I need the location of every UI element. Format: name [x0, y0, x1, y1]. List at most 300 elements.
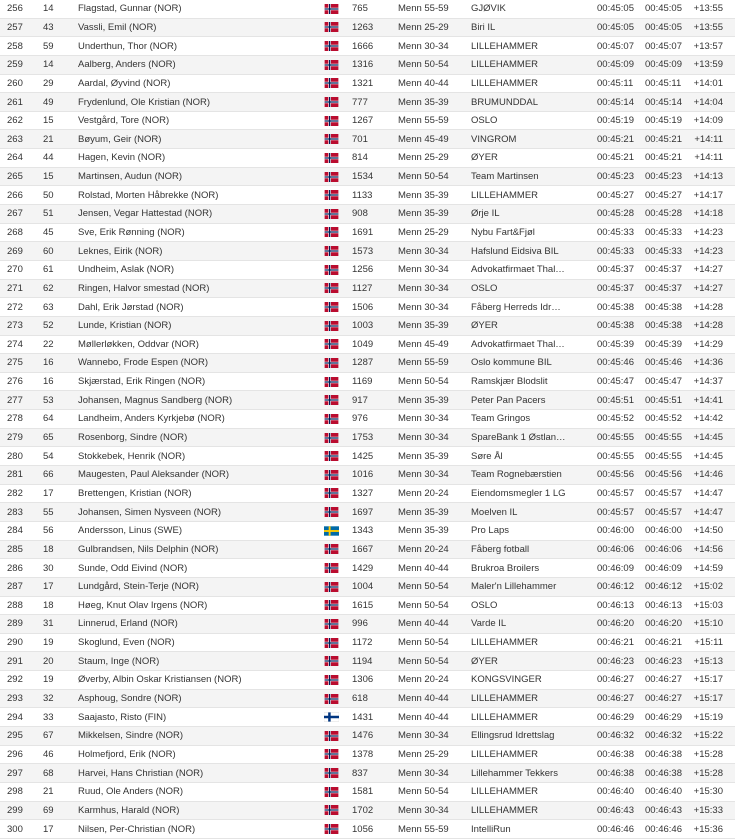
place-cell: 288	[0, 596, 37, 615]
class-place-cell: 14	[37, 55, 78, 74]
time-behind: +14:23	[693, 242, 735, 261]
net-time: 00:45:52	[645, 410, 693, 429]
club-name: LILLEHAMMER	[471, 782, 597, 801]
result-row	[0, 782, 735, 801]
result-row	[0, 615, 735, 634]
result-row	[0, 223, 735, 242]
age-class: Menn 25-29	[398, 745, 471, 764]
club-name: OSLO	[471, 111, 597, 130]
flag-icon-nor	[324, 265, 339, 275]
flag-cell	[322, 18, 352, 37]
athlete-name[interactable]: Skoglund, Even (NOR)	[78, 633, 322, 652]
class-place-cell: 33	[37, 708, 78, 727]
flag-icon-nor	[324, 172, 339, 182]
finish-time: 00:46:06	[597, 540, 645, 559]
club-name: Hafslund Eidsiva BIL	[471, 242, 597, 261]
athlete-name[interactable]: Vassli, Emil (NOR)	[78, 18, 322, 37]
club-name: Advokatfirmaet Thal…	[471, 260, 597, 279]
flag-icon-nor	[324, 600, 339, 610]
flag-cell	[322, 55, 352, 74]
club-name: Moelven IL	[471, 503, 597, 522]
result-row	[0, 260, 735, 279]
flag-icon-nor	[324, 824, 339, 834]
finish-time: 00:45:14	[597, 93, 645, 112]
time-behind: +15:36	[693, 820, 735, 839]
athlete-name[interactable]: Vestgård, Tore (NOR)	[78, 111, 322, 130]
net-time: 00:45:37	[645, 279, 693, 298]
age-class: Menn 30-34	[398, 242, 471, 261]
age-class: Menn 40-44	[398, 74, 471, 93]
result-row	[0, 55, 735, 74]
athlete-name[interactable]: Skjærstad, Erik Ringen (NOR)	[78, 372, 322, 391]
athlete-name[interactable]: Harvei, Hans Christian (NOR)	[78, 764, 322, 783]
club-name: Fåberg fotball	[471, 540, 597, 559]
athlete-name[interactable]: Landheim, Anders Kyrkjebø (NOR)	[78, 410, 322, 429]
bib-number: 1476	[352, 726, 398, 745]
finish-time: 00:45:23	[597, 167, 645, 186]
place-cell: 300	[0, 820, 37, 839]
athlete-name[interactable]: Johansen, Magnus Sandberg (NOR)	[78, 391, 322, 410]
athlete-name[interactable]: Rolstad, Morten Håbrekke (NOR)	[78, 186, 322, 205]
finish-time: 00:46:46	[597, 820, 645, 839]
place-cell: 257	[0, 18, 37, 37]
flag-icon-nor	[324, 190, 339, 200]
age-class: Menn 25-29	[398, 18, 471, 37]
flag-icon-nor	[324, 395, 339, 405]
bib-number: 1429	[352, 559, 398, 578]
flag-cell	[322, 279, 352, 298]
club-name: Team Rognebærstien	[471, 466, 597, 485]
bib-number: 777	[352, 93, 398, 112]
bib-number: 1016	[352, 466, 398, 485]
flag-icon-nor	[324, 433, 339, 443]
age-class: Menn 30-34	[398, 410, 471, 429]
club-name: LILLEHAMMER	[471, 37, 597, 56]
athlete-name[interactable]: Aalberg, Anders (NOR)	[78, 55, 322, 74]
time-behind: +15:30	[693, 782, 735, 801]
class-place-cell: 19	[37, 671, 78, 690]
class-place-cell: 15	[37, 111, 78, 130]
bib-number: 1573	[352, 242, 398, 261]
flag-icon-nor	[324, 619, 339, 629]
net-time: 00:46:38	[645, 745, 693, 764]
athlete-name[interactable]: Andersson, Linus (SWE)	[78, 521, 322, 540]
net-time: 00:45:28	[645, 205, 693, 224]
finish-time: 00:45:57	[597, 484, 645, 503]
club-name: Søre Ål	[471, 447, 597, 466]
age-class: Menn 35-39	[398, 186, 471, 205]
result-row	[0, 484, 735, 503]
net-time: 00:46:00	[645, 521, 693, 540]
class-place-cell: 49	[37, 93, 78, 112]
bib-number: 1169	[352, 372, 398, 391]
net-time: 00:46:32	[645, 726, 693, 745]
flag-icon-nor	[324, 116, 339, 126]
net-time: 00:46:13	[645, 596, 693, 615]
bib-number: 1004	[352, 577, 398, 596]
flag-cell	[322, 615, 352, 634]
bib-number: 996	[352, 615, 398, 634]
net-time: 00:45:56	[645, 466, 693, 485]
result-row	[0, 764, 735, 783]
place-cell: 283	[0, 503, 37, 522]
finish-time: 00:46:40	[597, 782, 645, 801]
result-row	[0, 298, 735, 317]
age-class: Menn 50-54	[398, 372, 471, 391]
result-row	[0, 93, 735, 112]
club-name: Eiendomsmegler 1 LG	[471, 484, 597, 503]
place-cell: 286	[0, 559, 37, 578]
flag-icon-nor	[324, 153, 339, 163]
athlete-name[interactable]: Sunde, Odd Eivind (NOR)	[78, 559, 322, 578]
net-time: 00:45:46	[645, 354, 693, 373]
class-place-cell: 21	[37, 130, 78, 149]
athlete-name[interactable]: Karmhus, Harald (NOR)	[78, 801, 322, 820]
net-time: 00:45:27	[645, 186, 693, 205]
bib-number: 1256	[352, 260, 398, 279]
class-place-cell: 52	[37, 316, 78, 335]
athlete-name[interactable]: Underthun, Thor (NOR)	[78, 37, 322, 56]
age-class: Menn 40-44	[398, 689, 471, 708]
flag-cell	[322, 820, 352, 839]
time-behind: +14:47	[693, 484, 735, 503]
age-class: Menn 55-59	[398, 0, 471, 18]
time-behind: +14:29	[693, 335, 735, 354]
time-behind: +14:18	[693, 205, 735, 224]
bib-number: 1506	[352, 298, 398, 317]
flag-cell	[322, 503, 352, 522]
net-time: 00:46:06	[645, 540, 693, 559]
age-class: Menn 35-39	[398, 521, 471, 540]
time-behind: +15:22	[693, 726, 735, 745]
athlete-name[interactable]: Sve, Erik Rønning (NOR)	[78, 223, 322, 242]
athlete-name[interactable]: Undheim, Aslak (NOR)	[78, 260, 322, 279]
athlete-name[interactable]: Flagstad, Gunnar (NOR)	[78, 0, 322, 18]
bib-number: 1691	[352, 223, 398, 242]
club-name: VINGROM	[471, 130, 597, 149]
age-class: Menn 35-39	[398, 503, 471, 522]
net-time: 00:45:21	[645, 130, 693, 149]
time-behind: +14:41	[693, 391, 735, 410]
age-class: Menn 45-49	[398, 335, 471, 354]
finish-time: 00:45:52	[597, 410, 645, 429]
net-time: 00:45:33	[645, 242, 693, 261]
club-name: Peter Pan Pacers	[471, 391, 597, 410]
bib-number: 765	[352, 0, 398, 18]
time-behind: +13:59	[693, 55, 735, 74]
class-place-cell: 15	[37, 167, 78, 186]
net-time: 00:45:38	[645, 298, 693, 317]
flag-cell	[322, 37, 352, 56]
athlete-name[interactable]: Rosenborg, Sindre (NOR)	[78, 428, 322, 447]
flag-icon-nor	[324, 805, 339, 815]
age-class: Menn 30-34	[398, 279, 471, 298]
bib-number: 1378	[352, 745, 398, 764]
flag-icon-nor	[324, 694, 339, 704]
flag-cell	[322, 540, 352, 559]
finish-time: 00:45:46	[597, 354, 645, 373]
flag-icon-nor	[324, 563, 339, 573]
place-cell: 263	[0, 130, 37, 149]
club-name: KONGSVINGER	[471, 671, 597, 690]
age-class: Menn 30-34	[398, 764, 471, 783]
place-cell: 299	[0, 801, 37, 820]
finish-time: 00:45:33	[597, 242, 645, 261]
athlete-name[interactable]: Asphoug, Sondre (NOR)	[78, 689, 322, 708]
result-row	[0, 335, 735, 354]
place-cell: 264	[0, 149, 37, 168]
time-behind: +14:47	[693, 503, 735, 522]
class-place-cell: 68	[37, 764, 78, 783]
athlete-name[interactable]: Frydenlund, Ole Kristian (NOR)	[78, 93, 322, 112]
time-behind: +15:28	[693, 764, 735, 783]
age-class: Menn 40-44	[398, 615, 471, 634]
athlete-name[interactable]: Aardal, Øyvind (NOR)	[78, 74, 322, 93]
club-name: BRUMUNDDAL	[471, 93, 597, 112]
bib-number: 1581	[352, 782, 398, 801]
net-time: 00:46:43	[645, 801, 693, 820]
finish-time: 00:45:56	[597, 466, 645, 485]
flag-icon-nor	[324, 78, 339, 88]
class-place-cell: 63	[37, 298, 78, 317]
flag-icon-nor	[324, 4, 339, 14]
flag-icon-nor	[324, 246, 339, 256]
athlete-name[interactable]: Ruud, Ole Anders (NOR)	[78, 782, 322, 801]
athlete-name[interactable]: Øverby, Albin Oskar Kristiansen (NOR)	[78, 671, 322, 690]
age-class: Menn 35-39	[398, 391, 471, 410]
net-time: 00:46:23	[645, 652, 693, 671]
class-place-cell: 53	[37, 391, 78, 410]
bib-number: 1615	[352, 596, 398, 615]
time-behind: +15:10	[693, 615, 735, 634]
result-row	[0, 391, 735, 410]
class-place-cell: 46	[37, 745, 78, 764]
age-class: Menn 35-39	[398, 93, 471, 112]
finish-time: 00:45:37	[597, 260, 645, 279]
bib-number: 1194	[352, 652, 398, 671]
finish-time: 00:46:29	[597, 708, 645, 727]
net-time: 00:45:09	[645, 55, 693, 74]
flag-icon-nor	[324, 507, 339, 517]
club-name: Lillehammer Tekkers	[471, 764, 597, 783]
flag-icon-nor	[324, 358, 339, 368]
place-cell: 298	[0, 782, 37, 801]
athlete-name[interactable]: Leknes, Eirik (NOR)	[78, 242, 322, 261]
class-place-cell: 62	[37, 279, 78, 298]
age-class: Menn 35-39	[398, 205, 471, 224]
net-time: 00:45:11	[645, 74, 693, 93]
class-place-cell: 45	[37, 223, 78, 242]
flag-cell	[322, 652, 352, 671]
bib-number: 1534	[352, 167, 398, 186]
athlete-name[interactable]: Høeg, Knut Olav Irgens (NOR)	[78, 596, 322, 615]
result-row	[0, 410, 735, 429]
club-name: Team Gringos	[471, 410, 597, 429]
bib-number: 1327	[352, 484, 398, 503]
net-time: 00:45:57	[645, 484, 693, 503]
net-time: 00:45:05	[645, 18, 693, 37]
flag-cell	[322, 242, 352, 261]
flag-icon-nor	[324, 414, 339, 424]
time-behind: +14:01	[693, 74, 735, 93]
net-time: 00:45:39	[645, 335, 693, 354]
club-name: LILLEHAMMER	[471, 55, 597, 74]
flag-icon-nor	[324, 787, 339, 797]
finish-time: 00:46:00	[597, 521, 645, 540]
athlete-name[interactable]: Gulbrandsen, Nils Delphin (NOR)	[78, 540, 322, 559]
club-name: LILLEHAMMER	[471, 633, 597, 652]
flag-cell	[322, 316, 352, 335]
finish-time: 00:46:20	[597, 615, 645, 634]
finish-time: 00:46:13	[597, 596, 645, 615]
flag-cell	[322, 0, 352, 18]
class-place-cell: 61	[37, 260, 78, 279]
class-place-cell: 54	[37, 447, 78, 466]
bib-number: 1049	[352, 335, 398, 354]
time-behind: +15:28	[693, 745, 735, 764]
net-time: 00:46:27	[645, 671, 693, 690]
athlete-name[interactable]: Hagen, Kevin (NOR)	[78, 149, 322, 168]
athlete-name[interactable]: Jensen, Vegar Hattestad (NOR)	[78, 205, 322, 224]
place-cell: 281	[0, 466, 37, 485]
net-time: 00:45:33	[645, 223, 693, 242]
finish-time: 00:46:38	[597, 764, 645, 783]
finish-time: 00:46:27	[597, 671, 645, 690]
flag-cell	[322, 93, 352, 112]
club-name: Pro Laps	[471, 521, 597, 540]
class-place-cell: 21	[37, 782, 78, 801]
bib-number: 1267	[352, 111, 398, 130]
club-name: LILLEHAMMER	[471, 708, 597, 727]
flag-cell	[322, 298, 352, 317]
result-row	[0, 447, 735, 466]
flag-cell	[322, 260, 352, 279]
flag-icon-fin	[324, 712, 339, 722]
bib-number: 1316	[352, 55, 398, 74]
class-place-cell: 56	[37, 521, 78, 540]
athlete-name[interactable]: Nilsen, Per-Christian (NOR)	[78, 820, 322, 839]
place-cell: 282	[0, 484, 37, 503]
flag-cell	[322, 74, 352, 93]
age-class: Menn 30-34	[398, 801, 471, 820]
athlete-name[interactable]: Bøyum, Geir (NOR)	[78, 130, 322, 149]
net-time: 00:46:09	[645, 559, 693, 578]
athlete-name[interactable]: Stokkebek, Henrik (NOR)	[78, 447, 322, 466]
athlete-name[interactable]: Linnerud, Erland (NOR)	[78, 615, 322, 634]
flag-cell	[322, 447, 352, 466]
result-row	[0, 521, 735, 540]
club-name: ØYER	[471, 652, 597, 671]
flag-cell	[322, 205, 352, 224]
flag-icon-nor	[324, 731, 339, 741]
athlete-name[interactable]: Holmefjord, Erik (NOR)	[78, 745, 322, 764]
finish-time: 00:45:11	[597, 74, 645, 93]
net-time: 00:46:27	[645, 689, 693, 708]
result-row	[0, 149, 735, 168]
class-place-cell: 51	[37, 205, 78, 224]
class-place-cell: 59	[37, 37, 78, 56]
result-row	[0, 745, 735, 764]
athlete-name[interactable]: Møllerløkken, Oddvar (NOR)	[78, 335, 322, 354]
place-cell: 267	[0, 205, 37, 224]
finish-time: 00:46:09	[597, 559, 645, 578]
result-row	[0, 689, 735, 708]
athlete-name[interactable]: Brettengen, Kristian (NOR)	[78, 484, 322, 503]
class-place-cell: 17	[37, 577, 78, 596]
age-class: Menn 30-34	[398, 298, 471, 317]
age-class: Menn 50-54	[398, 55, 471, 74]
class-place-cell: 50	[37, 186, 78, 205]
class-place-cell: 22	[37, 335, 78, 354]
result-row	[0, 279, 735, 298]
athlete-name[interactable]: Maugesten, Paul Aleksander (NOR)	[78, 466, 322, 485]
place-cell: 290	[0, 633, 37, 652]
club-name: IntelliRun	[471, 820, 597, 839]
age-class: Menn 50-54	[398, 782, 471, 801]
finish-time: 00:46:38	[597, 745, 645, 764]
class-place-cell: 20	[37, 652, 78, 671]
athlete-name[interactable]: Johansen, Simen Nysveen (NOR)	[78, 503, 322, 522]
finish-time: 00:45:37	[597, 279, 645, 298]
bib-number: 1056	[352, 820, 398, 839]
result-row	[0, 316, 735, 335]
athlete-name[interactable]: Martinsen, Audun (NOR)	[78, 167, 322, 186]
finish-time: 00:46:21	[597, 633, 645, 652]
flag-icon-nor	[324, 749, 339, 759]
time-behind: +14:23	[693, 223, 735, 242]
net-time: 00:46:29	[645, 708, 693, 727]
class-place-cell: 67	[37, 726, 78, 745]
time-behind: +14:37	[693, 372, 735, 391]
athlete-name[interactable]: Lunde, Kristian (NOR)	[78, 316, 322, 335]
place-cell: 262	[0, 111, 37, 130]
time-behind: +14:28	[693, 298, 735, 317]
bib-number: 1321	[352, 74, 398, 93]
age-class: Menn 45-49	[398, 130, 471, 149]
age-class: Menn 50-54	[398, 577, 471, 596]
place-cell: 269	[0, 242, 37, 261]
flag-icon-nor	[324, 97, 339, 107]
flag-icon-nor	[324, 675, 339, 685]
athlete-name[interactable]: Saajasto, Risto (FIN)	[78, 708, 322, 727]
net-time: 00:46:40	[645, 782, 693, 801]
place-cell: 259	[0, 55, 37, 74]
time-behind: +14:45	[693, 428, 735, 447]
flag-cell	[322, 130, 352, 149]
class-place-cell: 44	[37, 149, 78, 168]
athlete-name[interactable]: Dahl, Erik Jørstad (NOR)	[78, 298, 322, 317]
flag-cell	[322, 745, 352, 764]
result-row	[0, 577, 735, 596]
finish-time: 00:45:09	[597, 55, 645, 74]
athlete-name[interactable]: Ringen, Halvor smestad (NOR)	[78, 279, 322, 298]
place-cell: 277	[0, 391, 37, 410]
time-behind: +13:55	[693, 0, 735, 18]
athlete-name[interactable]: Wannebo, Frode Espen (NOR)	[78, 354, 322, 373]
class-place-cell: 16	[37, 372, 78, 391]
class-place-cell: 55	[37, 503, 78, 522]
result-row	[0, 466, 735, 485]
age-class: Menn 25-29	[398, 149, 471, 168]
class-place-cell: 18	[37, 596, 78, 615]
athlete-name[interactable]: Lundgård, Stein-Terje (NOR)	[78, 577, 322, 596]
athlete-name[interactable]: Staum, Inge (NOR)	[78, 652, 322, 671]
time-behind: +14:27	[693, 260, 735, 279]
athlete-name[interactable]: Mikkelsen, Sindre (NOR)	[78, 726, 322, 745]
flag-cell	[322, 782, 352, 801]
club-name: Varde IL	[471, 615, 597, 634]
flag-icon-nor	[324, 488, 339, 498]
